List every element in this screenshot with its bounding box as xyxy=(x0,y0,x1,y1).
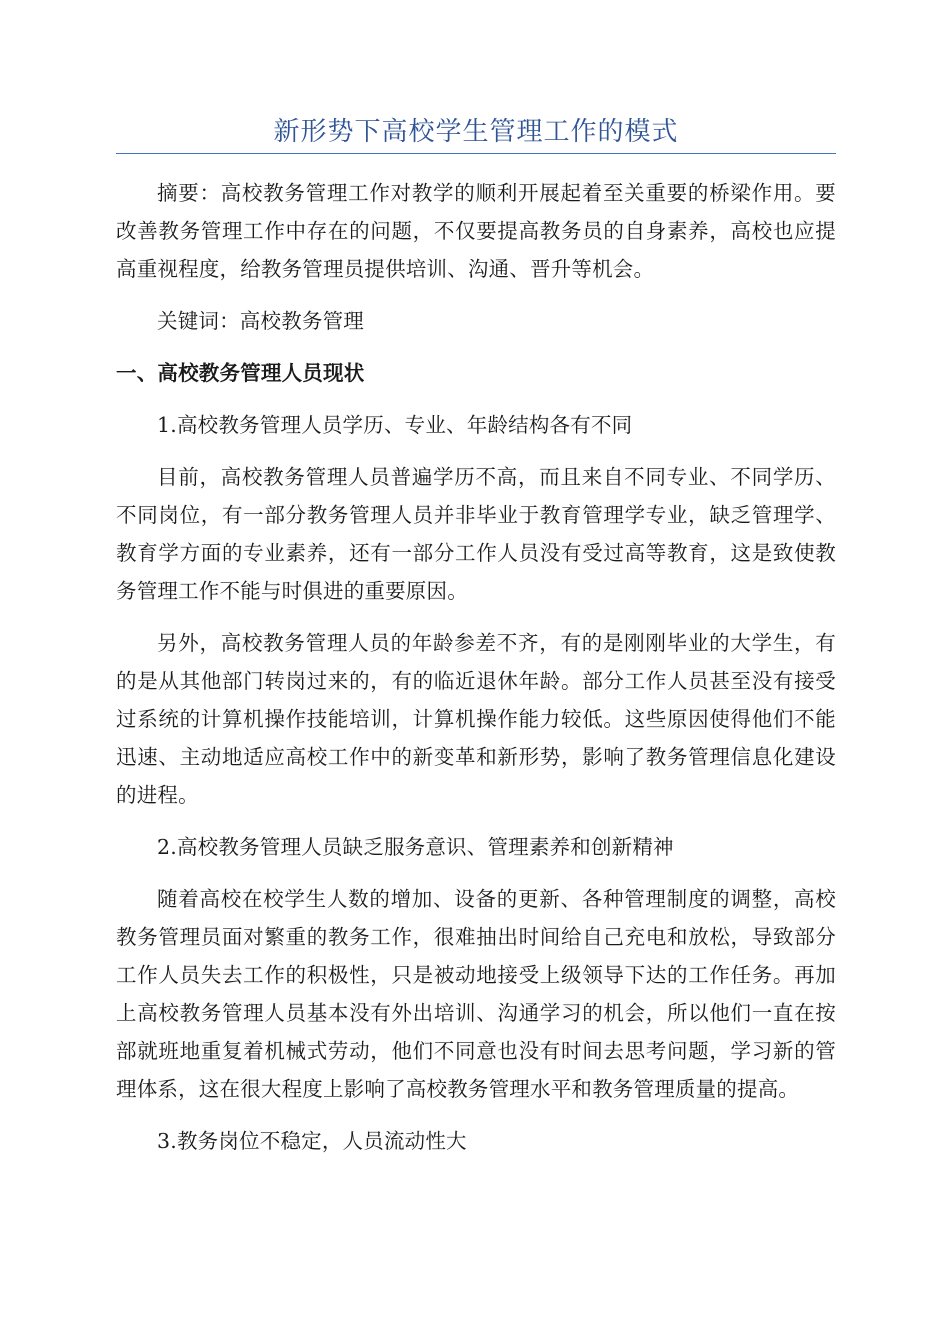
subsection-heading-2: 2.高校教务管理人员缺乏服务意识、管理素养和创新精神 xyxy=(157,835,674,859)
section-heading-1: 一、高校教务管理人员现状 xyxy=(116,361,365,385)
body-paragraph: 随着高校在校学生人数的增加、设备的更新、各种管理制度的调整，高校教务管理员面对繁重的教务工作，很难抽出时间给自己充电和放松，导致部分工作人员失去工作的积极性，只是被动地接受上级领导下达的工作任务。再加上高校教务管理人员基本没有外出培训、沟通学习的机会，所以他们一直在按部就班地重复着机械式劳动，他们不同意也没有时间去思考问题，学习新的管理体系，这在很大程度上影响了高校教务管理水平和教务管理质量的提高。 xyxy=(116,887,836,1101)
document-title: 新形势下高校学生管理工作的模式 xyxy=(273,117,679,147)
keywords-paragraph: 关键词：高校教务管理 xyxy=(157,309,364,333)
body-paragraph: 另外，高校教务管理人员的年龄参差不齐，有的是刚刚毕业的大学生，有的是从其他部门转岗过来的，有的临近退休年龄。部分工作人员甚至没有接受过系统的计算机操作技能培训，计算机操作能力较低。这些原因使得他们不能迅速、主动地适应高校工作中的新变革和新形势，影响了教务管理信息化建设的进程。 xyxy=(116,631,836,807)
subsection-heading-3: 3.教务岗位不稳定，人员流动性大 xyxy=(157,1129,467,1153)
title-underline xyxy=(116,153,836,154)
document-page xyxy=(116,0,836,1160)
body-paragraph: 目前，高校教务管理人员普遍学历不高，而且来自不同专业、不同学历、不同岗位，有一部分教务管理人员并非毕业于教育管理学专业，缺乏管理学、教育学方面的专业素养，还有一部分工作人员没有受过高等教育，这是致使教务管理工作不能与时俱进的重要原因。 xyxy=(116,465,836,603)
subsection-heading-1: 1.高校教务管理人员学历、专业、年龄结构各有不同 xyxy=(157,413,633,437)
abstract-paragraph: 摘要：高校教务管理工作对教学的顺利开展起着至关重要的桥梁作用。要改善教务管理工作中存在的问题，不仅要提高教务员的自身素养，高校也应提高重视程度，给教务管理员提供培训、沟通、晋升等机会。 xyxy=(116,181,836,281)
